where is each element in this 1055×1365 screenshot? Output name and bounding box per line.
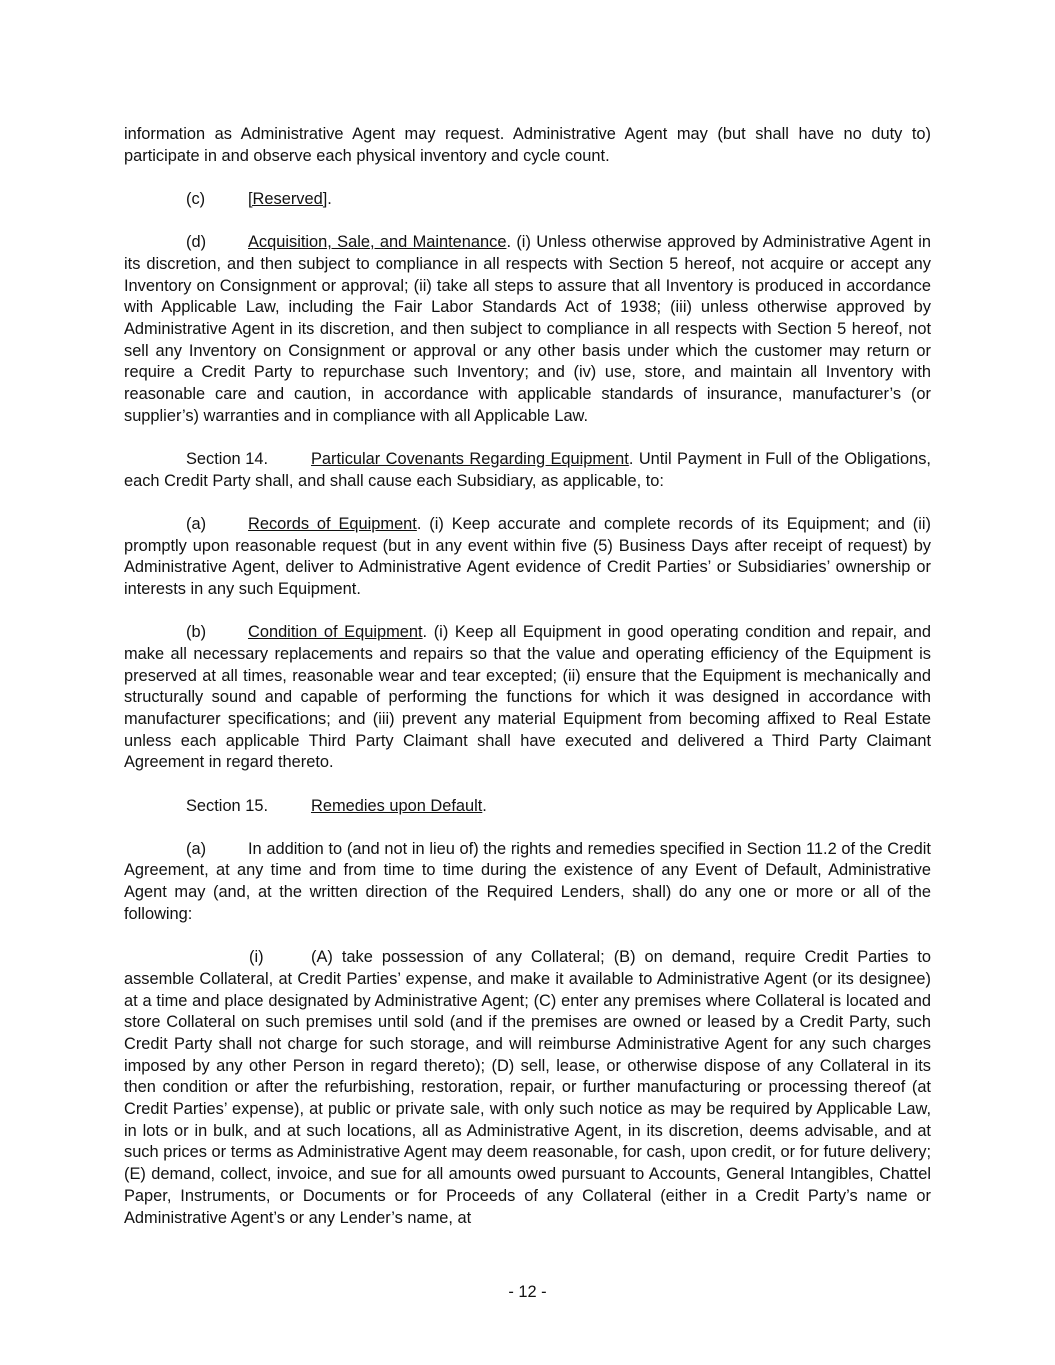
section-label: Section 14. [186, 449, 269, 468]
paragraph-text: information as Administrative Agent may request. Administrative Agent may (but shall have no duty to) participate in and observe each physical inventory and cycle count. [124, 125, 931, 165]
section-heading: Remedies upon Default [311, 796, 483, 815]
section-text: . [482, 796, 487, 815]
subsection-a-records [124, 514, 931, 601]
subsection-text: . (i) Keep all Equipment in good operating condition and repair, and make all necessary replacements and repairs so that the value and operating efficiency of the Equipment is preserved at all times, reasonable wear and tear excepted; (ii) ensure that the Equipment is mechanically and structurally sound and capable of performing the functions for which it was designed in accordance with manufacturer specifications; and (iii) prevent any material Equipment from becoming affixed to Real Estate unless each applicable Third Party Claimant shall have executed and delivered a Third Party Claimant Agreement in regard thereto. [124, 623, 932, 772]
subsection-text: . (i) Unless otherwise approved by Administrative Agent in its discretion, and then subject to compliance in all respects with Section 5 hereof, not acquire or accept any Inventory on Consignment or approval; (ii) take all steps to assure that all Inventory is produced in accordance with Applicable Law, including the Fair Labor Standards Act of 1938; (iii) unless otherwise approved by Administrative Agent in its discretion, and then subject to compliance in all respects with Section 5 hereof, not sell any Inventory on Consignment or approval or any other basis under which the customer may return or require a Credit Party to repurchase such Inventory; and (iv) use, store, and maintain all Inventory with reasonable care and caution, in accordance with applicable standards of insurance, manufacturer’s (or supplier’s) warranties and in compliance with all Applicable Law. [124, 233, 931, 425]
clause-text: (A) take possession of any Collateral; (B) on demand, require Credit Parties to assemble Collateral, at Credit Parties’ expense, and make it available to Administrative Agent (or its designee) at a time and place designated by Administrative Agent; (C) enter any premises where Collateral is located and store Collateral on such premises until sold (and if the premises are owned or leased by a Credit Party, such Credit Party shall not charge for such storage, and will reimburse Administrative Agent for any such charges imposed by any other Person in regard thereto); (D) sell, lease, or otherwise dispose of any Collateral in its then condition or after the refurbishing, restoration, repair, or further manufacturing or processing thereof (at Credit Parties’ expense), at public or private sale, with only such notice as may be required by Applicable Law, in lots or in bulk, and at such locations, all as Administrative Agent, in its discretion, deems advisable, and at such prices or terms as Administrative Agent may deem reasonable, for cash, upon credit, or for future delivery; (E) demand, collect, invoice, and sue for all amounts owed pursuant to Accounts, General Intangibles, Chattel Paper, Instruments, or Documents or for Proceeds of any Collateral (either in a Credit Party’s name or Administrative Agent’s or any Lender’s name, at [124, 948, 931, 1227]
subsection-heading: Acquisition, Sale, and Maintenance [248, 233, 507, 252]
subsection-text: . [327, 189, 332, 208]
page-number: - 12 - [508, 1283, 547, 1301]
subsection-heading: Records of Equipment [248, 514, 417, 533]
subsection-c [124, 189, 931, 211]
subsection-text: In addition to (and not in lieu of) the rights and remedies specified in Section 11.2 of the Credit Agreement, at any time and from time to time during the existence of any Event of Default, Administrative Agent may (and, at the written direction of the Required Lenders, shall) do any one or more or all of the following: [124, 839, 931, 923]
subsection-heading: Condition of Equipment [248, 623, 423, 642]
section-heading: Particular Covenants Regarding Equipment [311, 449, 629, 468]
subsection-b-condition [124, 622, 931, 774]
subsection-label: (b) [186, 623, 207, 642]
section-15 [124, 796, 931, 818]
subsection-label: (c) [186, 189, 206, 208]
section-14 [124, 449, 931, 492]
continuation-paragraph [124, 124, 931, 167]
subsection-label: (a) [186, 839, 207, 858]
document-body [124, 124, 931, 1229]
clause-i [124, 947, 931, 1229]
subsection-text: . (i) Keep accurate and complete records of its Equipment; and (ii) promptly upon reasonable request (but in any event within five (5) Business Days after receipt of request) by Administrative Agent, deliver to Administrative Agent evidence of Credit Parties’ or Subsidiaries’ ownership or interests in any such Equipment. [124, 514, 931, 598]
subsection-a-remedies [124, 839, 931, 926]
subsection-d [124, 232, 931, 427]
section-label: Section 15. [186, 796, 269, 815]
subsection-heading: [Reserved] [248, 189, 328, 208]
clause-label: (i) [249, 948, 264, 967]
subsection-label: (a) [186, 514, 207, 533]
section-text: . Until Payment in Full of the Obligations, each Credit Party shall, and shall cause each Subsidiary, as applicable, to: [124, 449, 931, 490]
subsection-label: (d) [186, 233, 207, 252]
